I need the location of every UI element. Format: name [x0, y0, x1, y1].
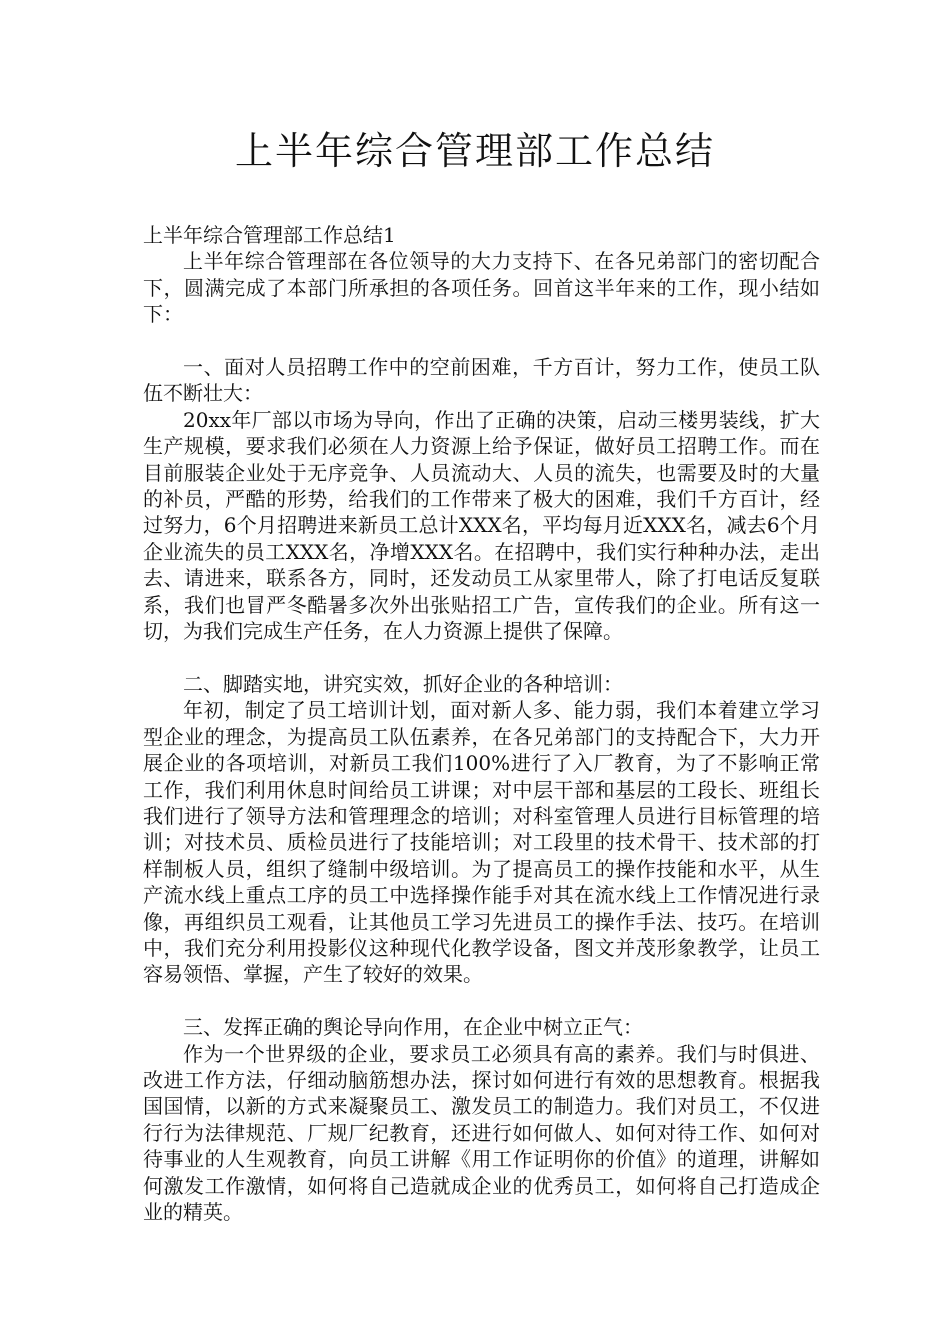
section-paragraph-3: 作为一个世界级的企业，要求员工必须具有高的素养。我们与时俱进、改进工作方法，仔细动脑筋想办法，探讨如何进行有效的思想教育。根据我国国情，以新的方式来凝聚员工、激发员工的制造力。我们对员工，不仅进行行为法律规范、厂规厂纪教育，还进行如何做人、如何对待工作、如何对待事业的人生观教育，向员工讲解《用工作证明你的价值》的道理，讲解如何激发工作激情，如何将自己造就成企业的优秀员工，如何将自己打造成企业的精英。	[143, 1041, 820, 1224]
section-paragraph-1: 20xx年厂部以市场为导向，作出了正确的决策，启动三楼男装线，扩大生产规模，要求我们必须在人力资源上给予保证，做好员工招聘工作。而在目前服装企业处于无序竞争、人员流动大、人员的流失，也需要及时的大量的补员，严酷的形势，给我们的工作带来了极大的困难，我们千方百计，经过努力，6个月招聘进来新员工总计XXX名，平均每月近XXX名，减去6个月企业流失的员工XXX名，净增XXX名。在招聘中，我们实行种种办法，走出去、请进来，联系各方，同时，还发动员工从家里带人，除了打电话反复联系，我们也冒严冬酷暑多次外出张贴招工广告，宣传我们的企业。所有这一切，为我们完成生产任务，在人力资源上提供了保障。	[143, 407, 820, 644]
document-body	[143, 222, 820, 1225]
section-heading-3: 三、发挥正确的舆论导向作用，在企业中树立正气：	[183, 1015, 643, 1040]
document-subtitle: 上半年综合管理部工作总结1	[143, 223, 396, 247]
document-title: 上半年综合管理部工作总结	[234, 129, 715, 173]
intro-paragraph: 上半年综合管理部在各位领导的大力支持下、在各兄弟部门的密切配合下，圆满完成了本部门所承担的各项任务。回首这半年来的工作，现小结如下：	[143, 249, 820, 327]
section-heading-1: 一、面对人员招聘工作中的空前困难，千方百计，努力工作，使员工队伍不断壮大：	[143, 355, 820, 406]
section-paragraph-2: 年初，制定了员工培训计划，面对新人多、能力弱，我们本着建立学习型企业的理念，为提高员工队伍素养，在各兄弟部门的支持配合下，大力开展企业的各项培训，对新员工我们100%进行了入厂教育，为了不影响正常工作，我们利用休息时间给员工讲课；对中层干部和基层的工段长、班组长我们进行了领导方法和管理理念的培训；对科室管理人员进行目标管理的培训；对技术员、质检员进行了技能培训；对工段里的技术骨干、技术部的打样制板人员，组织了缝制中级培训。为了提高员工的操作技能和水平，从生产流水线上重点工序的员工中选择操作能手对其在流水线上工作情况进行录像，再组织员工观看，让其他员工学习先进员工的操作手法、技巧。在培训中，我们充分利用投影仪这种现代化教学设备，图文并茂形象教学，让员工容易领悟、掌握，产生了较好的效果。	[143, 698, 820, 987]
section-heading-2: 二、脚踏实地，讲究实效，抓好企业的各种培训：	[183, 671, 623, 696]
